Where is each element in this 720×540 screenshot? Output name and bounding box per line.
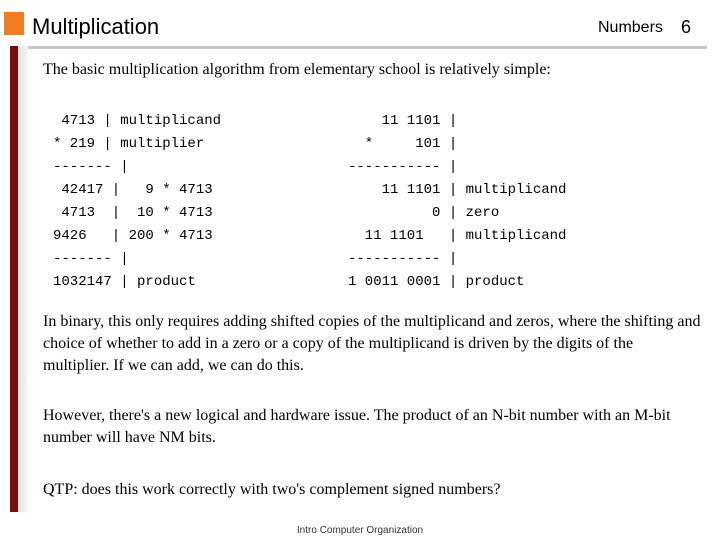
slide-title: Multiplication [32, 14, 160, 39]
page-number: 6 [681, 17, 692, 37]
section-label: Numbers [598, 19, 663, 36]
top-rule-divider [10, 46, 707, 49]
left-bar-shadow [18, 46, 28, 512]
footer-text: Intro Computer Organization [296, 525, 424, 536]
hardware-issue-paragraph: However, there's a new logical and hardware issue. The product of an N-bit number with an M-bit number will have NM bits. [43, 407, 671, 446]
decimal-multiplication-example: 4713 | multiplicand * 219 | multiplier ------- | 42417 | 9 * 4713 4713 | 10 * 4713 9426 | 200 * 4713 ------- | 1032147 | product [53, 113, 222, 290]
left-accent-bar [10, 46, 18, 512]
logo-square [4, 12, 24, 35]
binary-multiplication-example: 11 1101 | * 101 | ----------- | 11 1101 | multiplicand 0 | zero 11 1101 | multiplicand ----------- | 1 0011 0001 | product [348, 113, 567, 290]
qtp-question-paragraph: QTP: does this work correctly with two's complement signed numbers? [43, 481, 501, 498]
intro-text: The basic multiplication algorithm from elementary school is relatively simple: [43, 61, 551, 78]
binary-explanation-paragraph: In binary, this only requires adding shifted copies of the multiplicand and zeros, where the shifting and choice of whether to add in a zero or a copy of the multiplicand is driven by the digits of the multiplier. If we can add, we can do this. [43, 313, 701, 374]
